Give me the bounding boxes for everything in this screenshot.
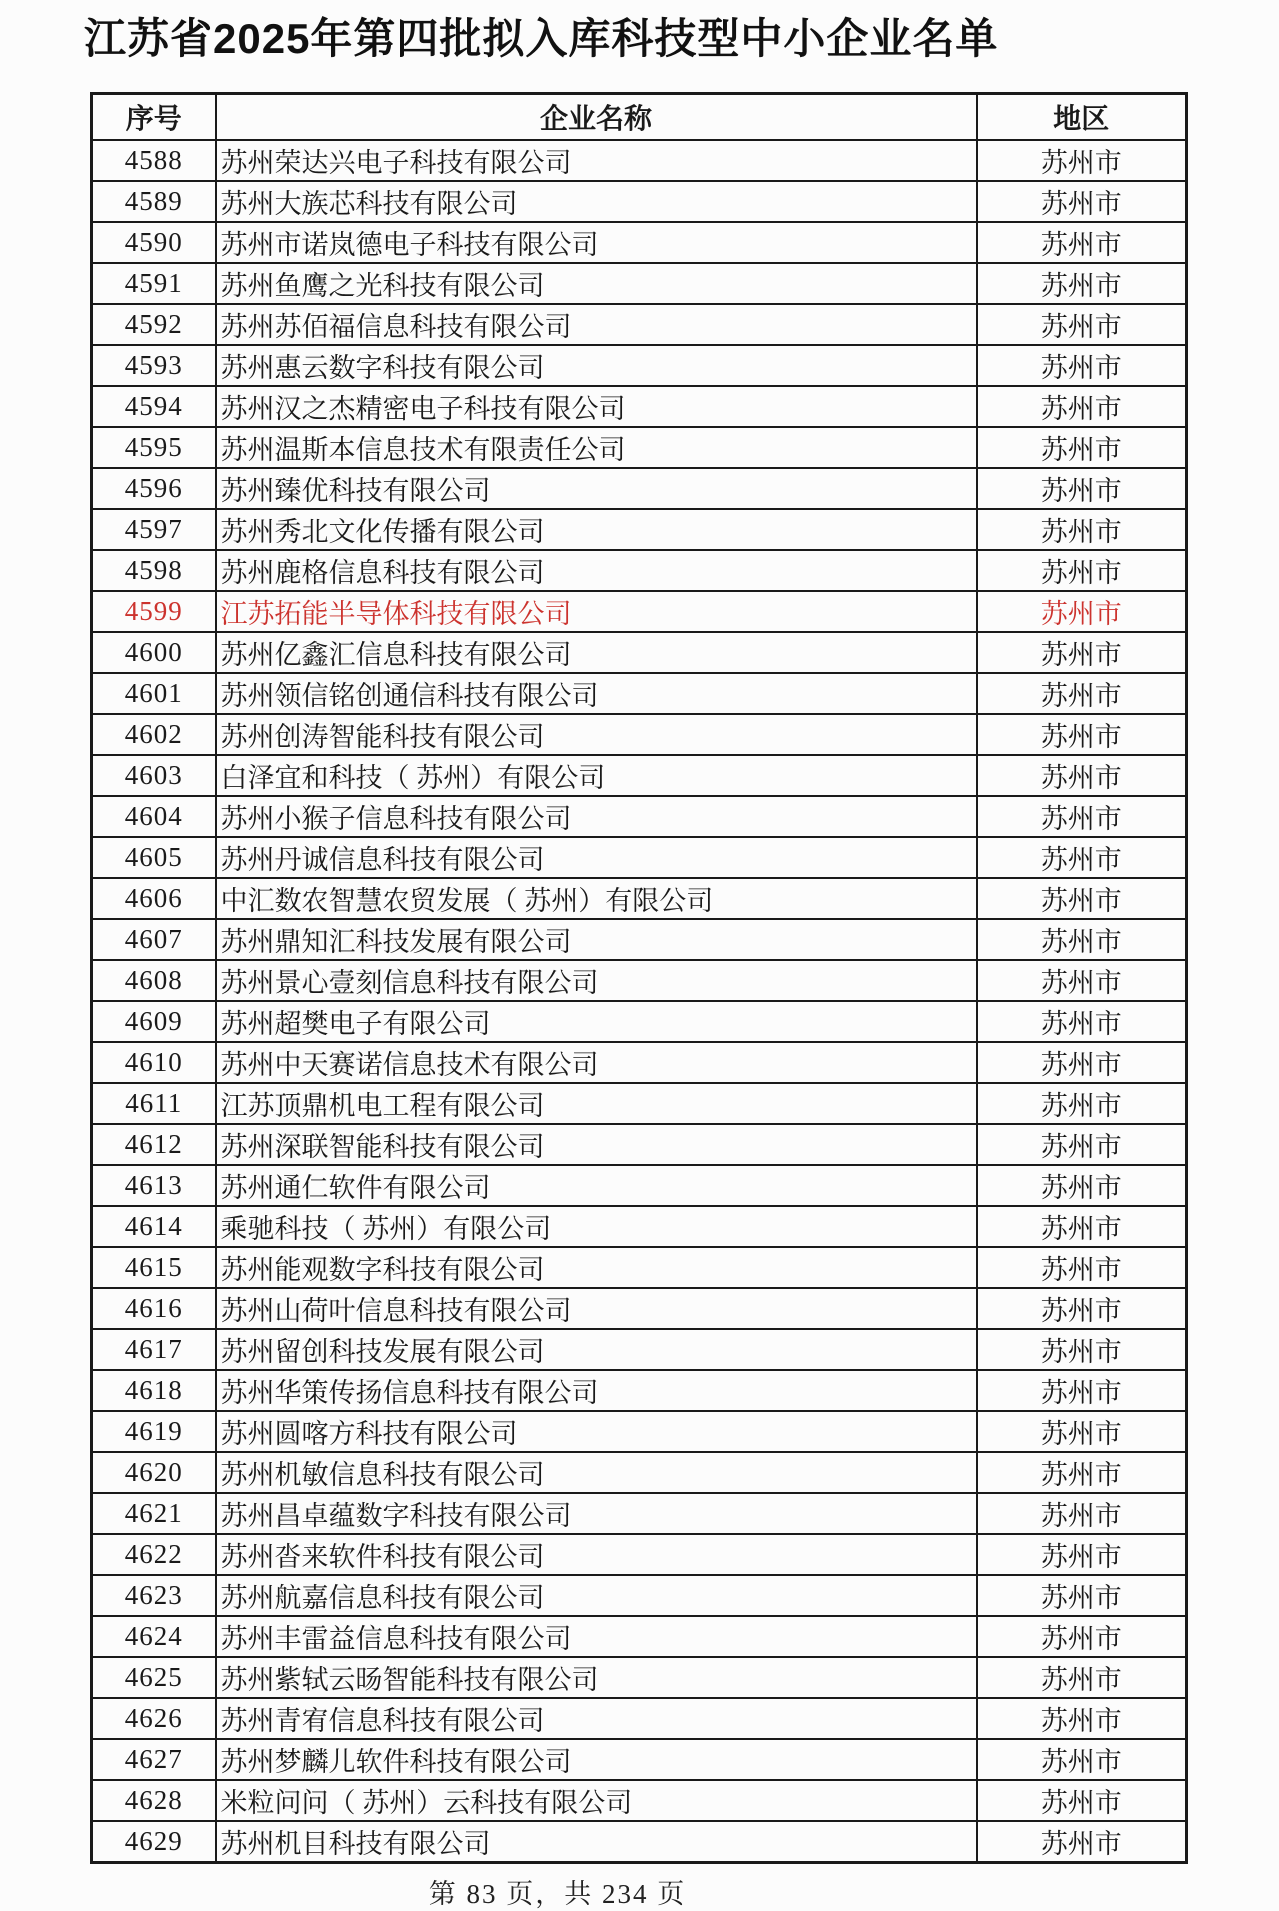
table-row bbox=[92, 960, 1187, 1001]
row-company-name: 苏州丹诚信息科技有限公司 bbox=[216, 837, 977, 878]
row-region: 苏州市 bbox=[977, 1698, 1187, 1739]
table-row bbox=[92, 1411, 1187, 1452]
row-region: 苏州市 bbox=[977, 1534, 1187, 1575]
page-title: 江苏省2025年第四批拟入库科技型中小企业名单 bbox=[84, 15, 999, 62]
row-region: 苏州市 bbox=[977, 1124, 1187, 1165]
row-serial-number: 4605 bbox=[92, 837, 216, 878]
table-row bbox=[92, 1780, 1187, 1821]
row-company-name: 苏州能观数字科技有限公司 bbox=[216, 1247, 977, 1288]
row-company-name: 苏州通仁软件有限公司 bbox=[216, 1165, 977, 1206]
table-row bbox=[92, 1083, 1187, 1124]
row-company-name: 苏州深联智能科技有限公司 bbox=[216, 1124, 977, 1165]
table-row bbox=[92, 673, 1187, 714]
row-company-name: 苏州圆喀方科技有限公司 bbox=[216, 1411, 977, 1452]
column-header-company-name: 企业名称 bbox=[216, 94, 977, 141]
row-serial-number: 4609 bbox=[92, 1001, 216, 1042]
company-list-table bbox=[90, 92, 1188, 1864]
row-region: 苏州市 bbox=[977, 1370, 1187, 1411]
table-row bbox=[92, 1821, 1187, 1863]
row-serial-number: 4593 bbox=[92, 345, 216, 386]
table-row bbox=[92, 304, 1187, 345]
row-serial-number: 4601 bbox=[92, 673, 216, 714]
row-serial-number: 4627 bbox=[92, 1739, 216, 1780]
row-region: 苏州市 bbox=[977, 1657, 1187, 1698]
row-serial-number: 4595 bbox=[92, 427, 216, 468]
row-region: 苏州市 bbox=[977, 1001, 1187, 1042]
row-company-name: 苏州市诺岚德电子科技有限公司 bbox=[216, 222, 977, 263]
row-company-name: 苏州青宥信息科技有限公司 bbox=[216, 1698, 977, 1739]
table-header-row bbox=[92, 94, 1187, 141]
table-row bbox=[92, 1370, 1187, 1411]
row-region: 苏州市 bbox=[977, 796, 1187, 837]
table-row bbox=[92, 919, 1187, 960]
table-row bbox=[92, 550, 1187, 591]
row-region: 苏州市 bbox=[977, 1206, 1187, 1247]
row-region: 苏州市 bbox=[977, 140, 1187, 181]
row-company-name: 苏州山荷叶信息科技有限公司 bbox=[216, 1288, 977, 1329]
table-row bbox=[92, 632, 1187, 673]
row-company-name: 苏州惠云数字科技有限公司 bbox=[216, 345, 977, 386]
table-row bbox=[92, 878, 1187, 919]
page-number-footer: 第 83 页，共 234 页 bbox=[428, 1879, 687, 1909]
row-serial-number: 4608 bbox=[92, 960, 216, 1001]
row-serial-number: 4616 bbox=[92, 1288, 216, 1329]
row-serial-number: 4628 bbox=[92, 1780, 216, 1821]
table-row bbox=[92, 1165, 1187, 1206]
row-region: 苏州市 bbox=[977, 1288, 1187, 1329]
table-row bbox=[92, 1616, 1187, 1657]
row-serial-number: 4620 bbox=[92, 1452, 216, 1493]
row-company-name: 白泽宜和科技（ 苏州）有限公司 bbox=[216, 755, 977, 796]
row-region: 苏州市 bbox=[977, 550, 1187, 591]
row-serial-number: 4614 bbox=[92, 1206, 216, 1247]
row-company-name: 苏州秀北文化传播有限公司 bbox=[216, 509, 977, 550]
row-company-name: 苏州中天赛诺信息技术有限公司 bbox=[216, 1042, 977, 1083]
table-row bbox=[92, 1001, 1187, 1042]
row-serial-number: 4598 bbox=[92, 550, 216, 591]
table-row bbox=[92, 427, 1187, 468]
table-row bbox=[92, 1042, 1187, 1083]
row-company-name: 苏州大族芯科技有限公司 bbox=[216, 181, 977, 222]
row-serial-number: 4604 bbox=[92, 796, 216, 837]
table-row bbox=[92, 181, 1187, 222]
row-company-name: 苏州鹿格信息科技有限公司 bbox=[216, 550, 977, 591]
row-serial-number: 4590 bbox=[92, 222, 216, 263]
row-serial-number: 4592 bbox=[92, 304, 216, 345]
row-region: 苏州市 bbox=[977, 919, 1187, 960]
row-region: 苏州市 bbox=[977, 1411, 1187, 1452]
table-row bbox=[92, 714, 1187, 755]
row-region: 苏州市 bbox=[977, 468, 1187, 509]
row-serial-number: 4623 bbox=[92, 1575, 216, 1616]
row-region: 苏州市 bbox=[977, 386, 1187, 427]
table-row bbox=[92, 1206, 1187, 1247]
table-row bbox=[92, 1493, 1187, 1534]
column-header-region: 地区 bbox=[977, 94, 1187, 141]
row-region: 苏州市 bbox=[977, 591, 1187, 632]
row-region: 苏州市 bbox=[977, 1616, 1187, 1657]
row-serial-number: 4625 bbox=[92, 1657, 216, 1698]
row-company-name: 苏州臻优科技有限公司 bbox=[216, 468, 977, 509]
row-serial-number: 4618 bbox=[92, 1370, 216, 1411]
row-region: 苏州市 bbox=[977, 345, 1187, 386]
table-row bbox=[92, 222, 1187, 263]
row-company-name: 苏州创涛智能科技有限公司 bbox=[216, 714, 977, 755]
row-region: 苏州市 bbox=[977, 1821, 1187, 1863]
row-company-name: 苏州景心壹刻信息科技有限公司 bbox=[216, 960, 977, 1001]
row-region: 苏州市 bbox=[977, 1780, 1187, 1821]
row-serial-number: 4629 bbox=[92, 1821, 216, 1863]
row-company-name: 苏州苏佰福信息科技有限公司 bbox=[216, 304, 977, 345]
row-serial-number: 4607 bbox=[92, 919, 216, 960]
row-region: 苏州市 bbox=[977, 1452, 1187, 1493]
row-serial-number: 4597 bbox=[92, 509, 216, 550]
table-row bbox=[92, 1124, 1187, 1165]
row-region: 苏州市 bbox=[977, 714, 1187, 755]
row-company-name: 苏州小猴子信息科技有限公司 bbox=[216, 796, 977, 837]
table-row bbox=[92, 1452, 1187, 1493]
row-company-name: 苏州超樊电子有限公司 bbox=[216, 1001, 977, 1042]
row-region: 苏州市 bbox=[977, 1165, 1187, 1206]
row-serial-number: 4626 bbox=[92, 1698, 216, 1739]
row-serial-number: 4613 bbox=[92, 1165, 216, 1206]
table-row bbox=[92, 263, 1187, 304]
row-serial-number: 4589 bbox=[92, 181, 216, 222]
row-company-name: 江苏顶鼎机电工程有限公司 bbox=[216, 1083, 977, 1124]
table-row bbox=[92, 1247, 1187, 1288]
row-company-name: 苏州亿鑫汇信息科技有限公司 bbox=[216, 632, 977, 673]
row-serial-number: 4591 bbox=[92, 263, 216, 304]
row-company-name: 苏州荣达兴电子科技有限公司 bbox=[216, 140, 977, 181]
row-region: 苏州市 bbox=[977, 1739, 1187, 1780]
row-serial-number: 4621 bbox=[92, 1493, 216, 1534]
row-region: 苏州市 bbox=[977, 1493, 1187, 1534]
row-serial-number: 4606 bbox=[92, 878, 216, 919]
row-region: 苏州市 bbox=[977, 304, 1187, 345]
table-row bbox=[92, 468, 1187, 509]
row-serial-number: 4617 bbox=[92, 1329, 216, 1370]
row-region: 苏州市 bbox=[977, 1083, 1187, 1124]
row-serial-number: 4624 bbox=[92, 1616, 216, 1657]
row-company-name: 苏州领信铭创通信科技有限公司 bbox=[216, 673, 977, 714]
row-company-name: 苏州丰雷益信息科技有限公司 bbox=[216, 1616, 977, 1657]
row-company-name: 苏州梦麟儿软件科技有限公司 bbox=[216, 1739, 977, 1780]
table-row bbox=[92, 755, 1187, 796]
row-region: 苏州市 bbox=[977, 1247, 1187, 1288]
row-company-name: 苏州华策传扬信息科技有限公司 bbox=[216, 1370, 977, 1411]
row-serial-number: 4599 bbox=[92, 591, 216, 632]
row-serial-number: 4611 bbox=[92, 1083, 216, 1124]
row-region: 苏州市 bbox=[977, 632, 1187, 673]
row-region: 苏州市 bbox=[977, 960, 1187, 1001]
row-serial-number: 4610 bbox=[92, 1042, 216, 1083]
row-company-name: 苏州鼎知汇科技发展有限公司 bbox=[216, 919, 977, 960]
table-row bbox=[92, 345, 1187, 386]
row-serial-number: 4615 bbox=[92, 1247, 216, 1288]
row-serial-number: 4622 bbox=[92, 1534, 216, 1575]
table-row bbox=[92, 509, 1187, 550]
row-company-name: 苏州鱼鹰之光科技有限公司 bbox=[216, 263, 977, 304]
row-region: 苏州市 bbox=[977, 1575, 1187, 1616]
row-region: 苏州市 bbox=[977, 878, 1187, 919]
row-company-name: 江苏拓能半导体科技有限公司 bbox=[216, 591, 977, 632]
row-region: 苏州市 bbox=[977, 755, 1187, 796]
row-company-name: 苏州航嘉信息科技有限公司 bbox=[216, 1575, 977, 1616]
row-company-name: 苏州紫轼云旸智能科技有限公司 bbox=[216, 1657, 977, 1698]
table-row bbox=[92, 1657, 1187, 1698]
row-region: 苏州市 bbox=[977, 1042, 1187, 1083]
row-serial-number: 4588 bbox=[92, 140, 216, 181]
table-row bbox=[92, 1739, 1187, 1780]
table-row bbox=[92, 796, 1187, 837]
row-company-name: 苏州机目科技有限公司 bbox=[216, 1821, 977, 1863]
table-row bbox=[92, 1288, 1187, 1329]
row-region: 苏州市 bbox=[977, 509, 1187, 550]
row-region: 苏州市 bbox=[977, 1329, 1187, 1370]
row-serial-number: 4612 bbox=[92, 1124, 216, 1165]
row-company-name: 苏州汉之杰精密电子科技有限公司 bbox=[216, 386, 977, 427]
row-company-name: 乘驰科技（ 苏州）有限公司 bbox=[216, 1206, 977, 1247]
row-serial-number: 4596 bbox=[92, 468, 216, 509]
table-row bbox=[92, 1329, 1187, 1370]
row-region: 苏州市 bbox=[977, 222, 1187, 263]
row-company-name: 中汇数农智慧农贸发展（ 苏州）有限公司 bbox=[216, 878, 977, 919]
row-company-name: 苏州沓来软件科技有限公司 bbox=[216, 1534, 977, 1575]
row-region: 苏州市 bbox=[977, 673, 1187, 714]
table-row bbox=[92, 591, 1187, 632]
row-serial-number: 4602 bbox=[92, 714, 216, 755]
row-serial-number: 4619 bbox=[92, 1411, 216, 1452]
table-row bbox=[92, 837, 1187, 878]
row-serial-number: 4600 bbox=[92, 632, 216, 673]
table-row bbox=[92, 1575, 1187, 1616]
row-company-name: 苏州昌卓蕴数字科技有限公司 bbox=[216, 1493, 977, 1534]
row-company-name: 苏州留创科技发展有限公司 bbox=[216, 1329, 977, 1370]
row-company-name: 米粒问问（ 苏州）云科技有限公司 bbox=[216, 1780, 977, 1821]
row-region: 苏州市 bbox=[977, 837, 1187, 878]
column-header-serial: 序号 bbox=[92, 94, 216, 141]
row-region: 苏州市 bbox=[977, 427, 1187, 468]
table-row bbox=[92, 1534, 1187, 1575]
table-row bbox=[92, 386, 1187, 427]
table-row bbox=[92, 1698, 1187, 1739]
row-serial-number: 4603 bbox=[92, 755, 216, 796]
row-serial-number: 4594 bbox=[92, 386, 216, 427]
table-row bbox=[92, 140, 1187, 181]
row-region: 苏州市 bbox=[977, 263, 1187, 304]
row-company-name: 苏州温斯本信息技术有限责任公司 bbox=[216, 427, 977, 468]
row-region: 苏州市 bbox=[977, 181, 1187, 222]
row-company-name: 苏州机敏信息科技有限公司 bbox=[216, 1452, 977, 1493]
